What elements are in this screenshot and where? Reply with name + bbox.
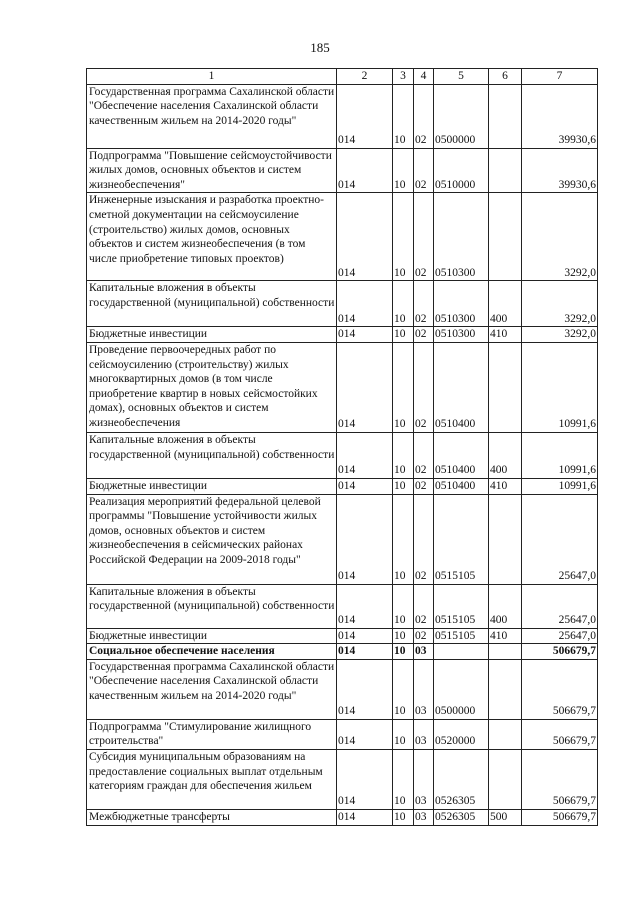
table-row: [87, 478, 598, 494]
row-name: Бюджетные инвестиции: [87, 628, 337, 644]
amount: 10991,6: [522, 478, 598, 494]
target-article-code: 0510300: [434, 327, 489, 343]
ministry-code: 014: [337, 281, 393, 327]
target-article-code: 0515105: [434, 584, 489, 628]
row-name: Социальное обеспечение населения: [87, 644, 337, 660]
table-row: [87, 148, 598, 193]
ministry-code: 014: [337, 494, 393, 584]
col-header: 7: [522, 69, 598, 85]
col-header: 2: [337, 69, 393, 85]
expense-type-code: 400: [489, 281, 522, 327]
table-row: [87, 193, 598, 281]
ministry-code: 014: [337, 644, 393, 660]
expense-type-code: 400: [489, 432, 522, 478]
row-name: Бюджетные инвестиции: [87, 478, 337, 494]
section-code: 10: [393, 749, 414, 809]
expense-type-code: 410: [489, 478, 522, 494]
subsection-code: 02: [414, 584, 434, 628]
amount: 25647,0: [522, 628, 598, 644]
target-article-code: 0515105: [434, 628, 489, 644]
amount: 506679,7: [522, 659, 598, 719]
row-name: Межбюджетные трансферты: [87, 809, 337, 825]
row-name: Подпрограмма "Повышение сейсмоустойчивости жилых домов, основных объектов и систем жизнеобеспечения": [87, 148, 337, 193]
table-row: [87, 628, 598, 644]
ministry-code: 014: [337, 327, 393, 343]
section-code: 10: [393, 628, 414, 644]
amount: 3292,0: [522, 193, 598, 281]
table-row: [87, 281, 598, 327]
subsection-code: 02: [414, 628, 434, 644]
section-code: 10: [393, 342, 414, 432]
expense-type-code: [489, 749, 522, 809]
row-name: Проведение первоочередных работ по сейсмоусилению (строительству) жилых многоквартирных домов (в том числе приобретение квартир в новых сейсмостойких домах), основных объектов и систем жизнеобеспечения: [87, 342, 337, 432]
target-article-code: 0526305: [434, 809, 489, 825]
section-code: 10: [393, 478, 414, 494]
ministry-code: 014: [337, 628, 393, 644]
col-header: 6: [489, 69, 522, 85]
expense-type-code: [489, 342, 522, 432]
subsection-code: 02: [414, 494, 434, 584]
ministry-code: 014: [337, 342, 393, 432]
table-row: [87, 809, 598, 825]
subsection-code: 02: [414, 84, 434, 148]
table-row: [87, 659, 598, 719]
target-article-code: 0510000: [434, 148, 489, 193]
amount: 3292,0: [522, 281, 598, 327]
section-code: 10: [393, 494, 414, 584]
subsection-code: 02: [414, 193, 434, 281]
target-article-code: 0526305: [434, 749, 489, 809]
table-row: [87, 432, 598, 478]
expense-type-code: [489, 193, 522, 281]
target-article-code: 0515105: [434, 494, 489, 584]
subsection-code: 03: [414, 659, 434, 719]
table-header-row: [87, 69, 598, 85]
row-name: Инженерные изыскания и разработка проектно-сметной документации на сейсмоусиление (строительство) жилых домов, основных объектов и систем жизнеобеспечения (в том числе приобретение типовых проектов): [87, 193, 337, 281]
target-article-code: 0500000: [434, 659, 489, 719]
row-name: Подпрограмма "Стимулирование жилищного строительства": [87, 719, 337, 749]
section-code: 10: [393, 84, 414, 148]
expense-type-code: [489, 644, 522, 660]
table-row: [87, 749, 598, 809]
target-article-code: 0510300: [434, 281, 489, 327]
expense-type-code: 400: [489, 584, 522, 628]
expense-type-code: 500: [489, 809, 522, 825]
row-name: Государственная программа Сахалинской области "Обеспечение населения Сахалинской области качественным жильем на 2014-2020 годы": [87, 84, 337, 148]
section-code: 10: [393, 719, 414, 749]
ministry-code: 014: [337, 659, 393, 719]
row-name: Государственная программа Сахалинской области "Обеспечение населения Сахалинской области качественным жильем на 2014-2020 годы": [87, 659, 337, 719]
expense-type-code: [489, 148, 522, 193]
row-name: Бюджетные инвестиции: [87, 327, 337, 343]
ministry-code: 014: [337, 719, 393, 749]
subsection-code: 02: [414, 478, 434, 494]
amount: 39930,6: [522, 84, 598, 148]
amount: 506679,7: [522, 749, 598, 809]
ministry-code: 014: [337, 478, 393, 494]
row-name: Капитальные вложения в объекты государственной (муниципальной) собственности: [87, 281, 337, 327]
col-header: 5: [434, 69, 489, 85]
col-header: 1: [87, 69, 337, 85]
expense-type-code: [489, 494, 522, 584]
table-row: [87, 494, 598, 584]
ministry-code: 014: [337, 193, 393, 281]
amount: 506679,7: [522, 644, 598, 660]
section-code: 10: [393, 659, 414, 719]
ministry-code: 014: [337, 84, 393, 148]
row-name: Капитальные вложения в объекты государственной (муниципальной) собственности: [87, 584, 337, 628]
section-code: 10: [393, 644, 414, 660]
subsection-code: 02: [414, 432, 434, 478]
ministry-code: 014: [337, 809, 393, 825]
table-row: [87, 342, 598, 432]
subsection-code: 03: [414, 644, 434, 660]
target-article-code: 0500000: [434, 84, 489, 148]
target-article-code: 0510400: [434, 478, 489, 494]
expense-type-code: 410: [489, 628, 522, 644]
amount: 3292,0: [522, 327, 598, 343]
section-code: 10: [393, 281, 414, 327]
section-code: 10: [393, 432, 414, 478]
budget-table: [86, 68, 598, 826]
ministry-code: 014: [337, 749, 393, 809]
subsection-code: 02: [414, 148, 434, 193]
subsection-code: 03: [414, 749, 434, 809]
amount: 25647,0: [522, 584, 598, 628]
subsection-code: 02: [414, 342, 434, 432]
amount: 25647,0: [522, 494, 598, 584]
table-row: [87, 84, 598, 148]
row-name: Реализация мероприятий федеральной целевой программы "Повышение устойчивости жилых домов, основных объектов и систем жизнеобеспечения в сейсмических районах Российской Федерации на 2009-2018 годы": [87, 494, 337, 584]
table-row: [87, 644, 598, 660]
amount: 506679,7: [522, 719, 598, 749]
ministry-code: 014: [337, 432, 393, 478]
target-article-code: [434, 644, 489, 660]
col-header: 3: [393, 69, 414, 85]
subsection-code: 03: [414, 719, 434, 749]
section-code: 10: [393, 584, 414, 628]
ministry-code: 014: [337, 584, 393, 628]
row-name: Субсидия муниципальным образованиям на предоставление социальных выплат отдельным категориям граждан для обеспечения жильем: [87, 749, 337, 809]
expense-type-code: [489, 659, 522, 719]
amount: 10991,6: [522, 432, 598, 478]
table-row: [87, 584, 598, 628]
target-article-code: 0510400: [434, 342, 489, 432]
section-code: 10: [393, 148, 414, 193]
subsection-code: 03: [414, 809, 434, 825]
expense-type-code: [489, 719, 522, 749]
row-name: Капитальные вложения в объекты государственной (муниципальной) собственности: [87, 432, 337, 478]
target-article-code: 0510300: [434, 193, 489, 281]
expense-type-code: [489, 84, 522, 148]
amount: 506679,7: [522, 809, 598, 825]
subsection-code: 02: [414, 281, 434, 327]
section-code: 10: [393, 193, 414, 281]
page-number: 185: [310, 40, 330, 55]
table-row: [87, 719, 598, 749]
ministry-code: 014: [337, 148, 393, 193]
table-row: [87, 327, 598, 343]
subsection-code: 02: [414, 327, 434, 343]
amount: 39930,6: [522, 148, 598, 193]
expense-type-code: 410: [489, 327, 522, 343]
section-code: 10: [393, 327, 414, 343]
amount: 10991,6: [522, 342, 598, 432]
target-article-code: 0510400: [434, 432, 489, 478]
section-code: 10: [393, 809, 414, 825]
target-article-code: 0520000: [434, 719, 489, 749]
col-header: 4: [414, 69, 434, 85]
